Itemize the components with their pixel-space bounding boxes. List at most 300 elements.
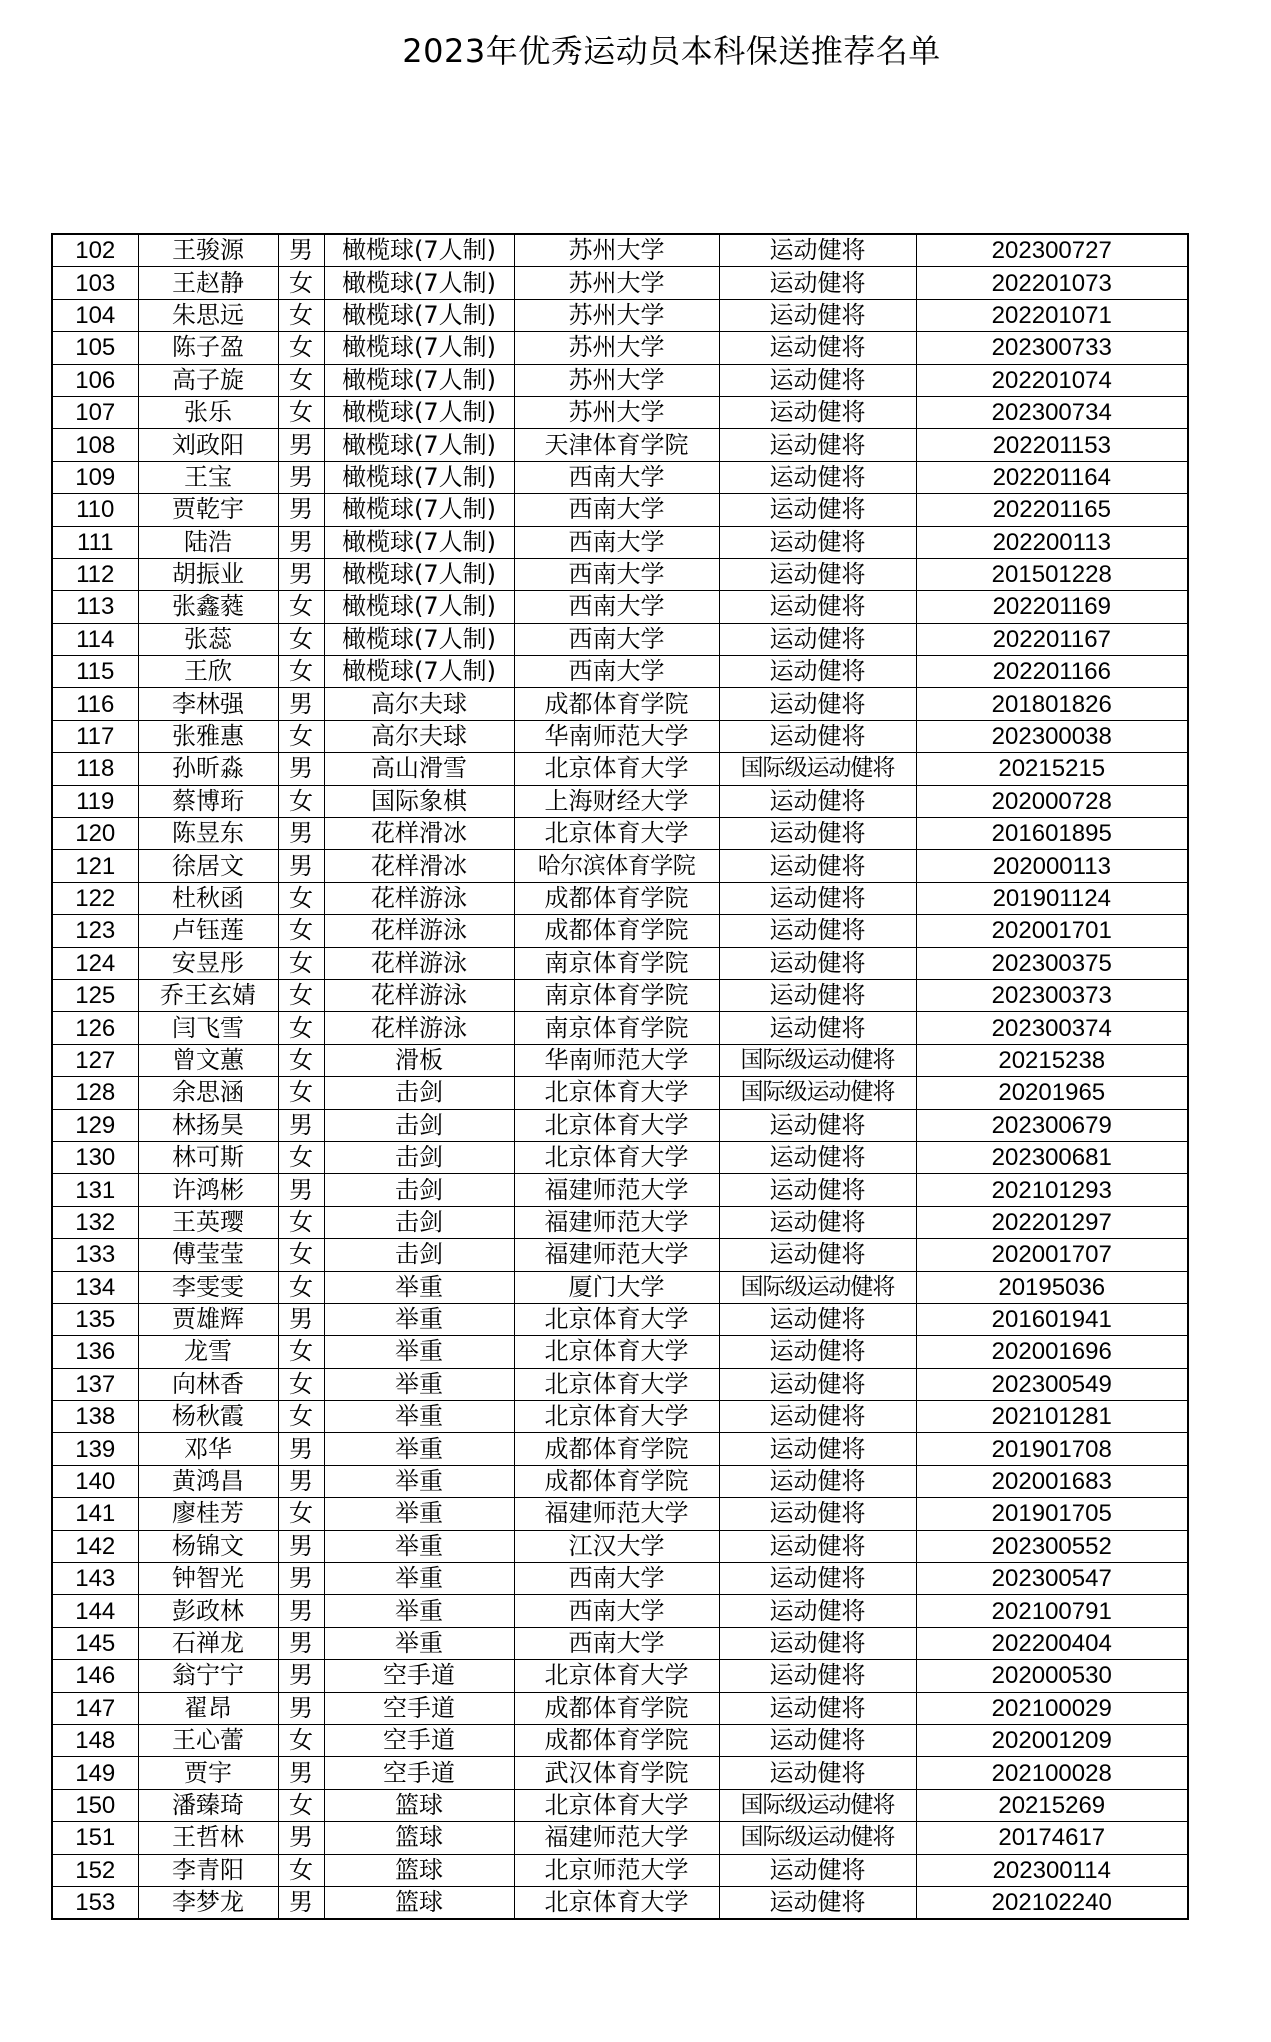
table-row xyxy=(52,526,1188,558)
university-cell: 北京体育大学 xyxy=(514,1303,719,1335)
gender-cell: 男 xyxy=(278,234,324,267)
row-number-cell: 151 xyxy=(52,1822,138,1854)
row-number-cell: 140 xyxy=(52,1465,138,1497)
gender-cell: 女 xyxy=(278,1044,324,1076)
table-row xyxy=(52,1433,1188,1465)
name-cell: 胡振业 xyxy=(138,558,278,590)
sport-cell: 空手道 xyxy=(324,1660,514,1692)
university-cell: 北京体育大学 xyxy=(514,1660,719,1692)
table-row xyxy=(52,979,1188,1011)
row-number-cell: 148 xyxy=(52,1724,138,1756)
table-row xyxy=(52,623,1188,655)
certificate-number-cell: 202201167 xyxy=(916,623,1188,655)
sport-cell: 举重 xyxy=(324,1465,514,1497)
table-row xyxy=(52,1336,1188,1368)
athlete-level-cell: 运动健将 xyxy=(719,526,916,558)
university-cell: 北京体育大学 xyxy=(514,1336,719,1368)
gender-cell: 男 xyxy=(278,494,324,526)
gender-cell: 女 xyxy=(278,882,324,914)
athlete-level-cell: 运动健将 xyxy=(719,429,916,461)
row-number-cell: 143 xyxy=(52,1563,138,1595)
athlete-level-cell: 运动健将 xyxy=(719,947,916,979)
sport-cell: 击剑 xyxy=(324,1077,514,1109)
sport-cell: 击剑 xyxy=(324,1109,514,1141)
sport-cell: 高山滑雪 xyxy=(324,753,514,785)
university-cell: 北京体育大学 xyxy=(514,1886,719,1919)
sport-cell: 花样游泳 xyxy=(324,947,514,979)
sport-cell: 橄榄球(7人制) xyxy=(324,396,514,428)
university-cell: 苏州大学 xyxy=(514,234,719,267)
sport-cell: 击剑 xyxy=(324,1141,514,1173)
certificate-number-cell: 202000113 xyxy=(916,850,1188,882)
athlete-level-cell: 运动健将 xyxy=(719,1724,916,1756)
certificate-number-cell: 202200113 xyxy=(916,526,1188,558)
name-cell: 林扬昊 xyxy=(138,1109,278,1141)
gender-cell: 女 xyxy=(278,1077,324,1109)
row-number-cell: 152 xyxy=(52,1854,138,1886)
gender-cell: 男 xyxy=(278,1595,324,1627)
sport-cell: 花样游泳 xyxy=(324,1012,514,1044)
row-number-cell: 129 xyxy=(52,1109,138,1141)
name-cell: 安昱彤 xyxy=(138,947,278,979)
page-title xyxy=(0,26,1271,72)
gender-cell: 男 xyxy=(278,753,324,785)
sport-cell: 橄榄球(7人制) xyxy=(324,234,514,267)
sport-cell: 空手道 xyxy=(324,1724,514,1756)
certificate-number-cell: 201901708 xyxy=(916,1433,1188,1465)
university-cell: 西南大学 xyxy=(514,656,719,688)
row-number-cell: 150 xyxy=(52,1789,138,1821)
table-row xyxy=(52,1563,1188,1595)
certificate-number-cell: 202001209 xyxy=(916,1724,1188,1756)
athlete-level-cell: 国际级运动健将 xyxy=(719,1077,916,1109)
name-cell: 张鑫蕤 xyxy=(138,591,278,623)
certificate-number-cell: 202201297 xyxy=(916,1206,1188,1238)
university-cell: 福建师范大学 xyxy=(514,1498,719,1530)
name-cell: 高子旋 xyxy=(138,364,278,396)
sport-cell: 举重 xyxy=(324,1595,514,1627)
university-cell: 北京体育大学 xyxy=(514,1077,719,1109)
sport-cell: 举重 xyxy=(324,1498,514,1530)
university-cell: 成都体育学院 xyxy=(514,1724,719,1756)
sport-cell: 击剑 xyxy=(324,1239,514,1271)
sport-cell: 举重 xyxy=(324,1303,514,1335)
table-row xyxy=(52,364,1188,396)
row-number-cell: 104 xyxy=(52,299,138,331)
athlete-level-cell: 运动健将 xyxy=(719,1303,916,1335)
row-number-cell: 111 xyxy=(52,526,138,558)
athlete-level-cell: 国际级运动健将 xyxy=(719,1271,916,1303)
university-cell: 苏州大学 xyxy=(514,364,719,396)
name-cell: 王哲林 xyxy=(138,1822,278,1854)
row-number-cell: 121 xyxy=(52,850,138,882)
certificate-number-cell: 201601895 xyxy=(916,818,1188,850)
name-cell: 杨秋霞 xyxy=(138,1401,278,1433)
sport-cell: 篮球 xyxy=(324,1822,514,1854)
gender-cell: 男 xyxy=(278,1692,324,1724)
university-cell: 西南大学 xyxy=(514,558,719,590)
athlete-level-cell: 运动健将 xyxy=(719,1239,916,1271)
athlete-level-cell: 运动健将 xyxy=(719,1660,916,1692)
table-row xyxy=(52,558,1188,590)
athlete-level-cell: 运动健将 xyxy=(719,979,916,1011)
athlete-level-cell: 运动健将 xyxy=(719,1109,916,1141)
name-cell: 陈子盈 xyxy=(138,332,278,364)
university-cell: 厦门大学 xyxy=(514,1271,719,1303)
name-cell: 李梦龙 xyxy=(138,1886,278,1919)
university-cell: 北京体育大学 xyxy=(514,753,719,785)
university-cell: 福建师范大学 xyxy=(514,1174,719,1206)
row-number-cell: 118 xyxy=(52,753,138,785)
university-cell: 北京体育大学 xyxy=(514,1789,719,1821)
university-cell: 北京体育大学 xyxy=(514,1109,719,1141)
name-cell: 杨锦文 xyxy=(138,1530,278,1562)
table-row xyxy=(52,1044,1188,1076)
certificate-number-cell: 202001707 xyxy=(916,1239,1188,1271)
gender-cell: 女 xyxy=(278,1498,324,1530)
sport-cell: 橄榄球(7人制) xyxy=(324,494,514,526)
university-cell: 哈尔滨体育学院 xyxy=(514,850,719,882)
name-cell: 余思涵 xyxy=(138,1077,278,1109)
row-number-cell: 134 xyxy=(52,1271,138,1303)
gender-cell: 女 xyxy=(278,1724,324,1756)
certificate-number-cell: 20174617 xyxy=(916,1822,1188,1854)
row-number-cell: 119 xyxy=(52,785,138,817)
name-cell: 王英璎 xyxy=(138,1206,278,1238)
university-cell: 江汉大学 xyxy=(514,1530,719,1562)
athlete-level-cell: 运动健将 xyxy=(719,234,916,267)
athlete-level-cell: 国际级运动健将 xyxy=(719,1789,916,1821)
table-row xyxy=(52,396,1188,428)
gender-cell: 男 xyxy=(278,1465,324,1497)
athlete-level-cell: 运动健将 xyxy=(719,1141,916,1173)
row-number-cell: 128 xyxy=(52,1077,138,1109)
row-number-cell: 135 xyxy=(52,1303,138,1335)
table-row xyxy=(52,1822,1188,1854)
certificate-number-cell: 202300549 xyxy=(916,1368,1188,1400)
athlete-level-cell: 运动健将 xyxy=(719,1757,916,1789)
table-row xyxy=(52,915,1188,947)
gender-cell: 女 xyxy=(278,332,324,364)
sport-cell: 橄榄球(7人制) xyxy=(324,364,514,396)
name-cell: 陆浩 xyxy=(138,526,278,558)
name-cell: 潘臻琦 xyxy=(138,1789,278,1821)
name-cell: 卢钰莲 xyxy=(138,915,278,947)
name-cell: 曾文蕙 xyxy=(138,1044,278,1076)
university-cell: 南京体育学院 xyxy=(514,979,719,1011)
athlete-level-cell: 运动健将 xyxy=(719,267,916,299)
name-cell: 许鸿彬 xyxy=(138,1174,278,1206)
row-number-cell: 117 xyxy=(52,720,138,752)
gender-cell: 女 xyxy=(278,1271,324,1303)
row-number-cell: 123 xyxy=(52,915,138,947)
row-number-cell: 106 xyxy=(52,364,138,396)
name-cell: 王赵静 xyxy=(138,267,278,299)
gender-cell: 男 xyxy=(278,850,324,882)
certificate-number-cell: 202300552 xyxy=(916,1530,1188,1562)
gender-cell: 男 xyxy=(278,461,324,493)
page-title-text: 2023年优秀运动员本科保送推荐名单 xyxy=(402,32,941,70)
gender-cell: 男 xyxy=(278,688,324,720)
name-cell: 蔡博珩 xyxy=(138,785,278,817)
certificate-number-cell: 202201165 xyxy=(916,494,1188,526)
table-row xyxy=(52,1789,1188,1821)
university-cell: 成都体育学院 xyxy=(514,1465,719,1497)
university-cell: 成都体育学院 xyxy=(514,688,719,720)
table-row xyxy=(52,656,1188,688)
row-number-cell: 133 xyxy=(52,1239,138,1271)
certificate-number-cell: 20215238 xyxy=(916,1044,1188,1076)
certificate-number-cell: 202000530 xyxy=(916,1660,1188,1692)
university-cell: 华南师范大学 xyxy=(514,1044,719,1076)
gender-cell: 女 xyxy=(278,1206,324,1238)
sport-cell: 花样游泳 xyxy=(324,979,514,1011)
sport-cell: 举重 xyxy=(324,1271,514,1303)
gender-cell: 女 xyxy=(278,623,324,655)
name-cell: 钟智光 xyxy=(138,1563,278,1595)
table-row xyxy=(52,1692,1188,1724)
athlete-level-cell: 国际级运动健将 xyxy=(719,753,916,785)
row-number-cell: 105 xyxy=(52,332,138,364)
university-cell: 成都体育学院 xyxy=(514,1692,719,1724)
gender-cell: 女 xyxy=(278,1239,324,1271)
certificate-number-cell: 202300038 xyxy=(916,720,1188,752)
row-number-cell: 132 xyxy=(52,1206,138,1238)
sport-cell: 橄榄球(7人制) xyxy=(324,591,514,623)
certificate-number-cell: 202300375 xyxy=(916,947,1188,979)
athlete-level-cell: 国际级运动健将 xyxy=(719,1044,916,1076)
sport-cell: 举重 xyxy=(324,1401,514,1433)
athlete-level-cell: 运动健将 xyxy=(719,1595,916,1627)
gender-cell: 男 xyxy=(278,1627,324,1659)
certificate-number-cell: 202300114 xyxy=(916,1854,1188,1886)
gender-cell: 男 xyxy=(278,1660,324,1692)
university-cell: 苏州大学 xyxy=(514,332,719,364)
row-number-cell: 130 xyxy=(52,1141,138,1173)
sport-cell: 举重 xyxy=(324,1530,514,1562)
athlete-level-cell: 运动健将 xyxy=(719,591,916,623)
athlete-level-cell: 运动健将 xyxy=(719,1886,916,1919)
name-cell: 黄鸿昌 xyxy=(138,1465,278,1497)
sport-cell: 花样滑冰 xyxy=(324,850,514,882)
row-number-cell: 108 xyxy=(52,429,138,461)
table-row xyxy=(52,267,1188,299)
university-cell: 成都体育学院 xyxy=(514,882,719,914)
certificate-number-cell: 202200404 xyxy=(916,1627,1188,1659)
table-row xyxy=(52,429,1188,461)
certificate-number-cell: 202201166 xyxy=(916,656,1188,688)
sport-cell: 花样滑冰 xyxy=(324,818,514,850)
row-number-cell: 110 xyxy=(52,494,138,526)
university-cell: 武汉体育学院 xyxy=(514,1757,719,1789)
name-cell: 林可斯 xyxy=(138,1141,278,1173)
table-row xyxy=(52,461,1188,493)
name-cell: 张蕊 xyxy=(138,623,278,655)
table-row xyxy=(52,1271,1188,1303)
athlete-level-cell: 运动健将 xyxy=(719,494,916,526)
university-cell: 华南师范大学 xyxy=(514,720,719,752)
sport-cell: 橄榄球(7人制) xyxy=(324,558,514,590)
name-cell: 王宝 xyxy=(138,461,278,493)
athlete-level-cell: 运动健将 xyxy=(719,364,916,396)
name-cell: 杜秋函 xyxy=(138,882,278,914)
table-row xyxy=(52,720,1188,752)
sport-cell: 篮球 xyxy=(324,1854,514,1886)
table-row xyxy=(52,1303,1188,1335)
certificate-number-cell: 202001701 xyxy=(916,915,1188,947)
athlete-level-cell: 运动健将 xyxy=(719,1012,916,1044)
university-cell: 北京体育大学 xyxy=(514,818,719,850)
certificate-number-cell: 202100791 xyxy=(916,1595,1188,1627)
gender-cell: 女 xyxy=(278,396,324,428)
name-cell: 向林香 xyxy=(138,1368,278,1400)
table-row xyxy=(52,1012,1188,1044)
sport-cell: 国际象棋 xyxy=(324,785,514,817)
table-row xyxy=(52,1724,1188,1756)
name-cell: 贾乾宇 xyxy=(138,494,278,526)
table-row xyxy=(52,1660,1188,1692)
athlete-level-cell: 运动健将 xyxy=(719,1498,916,1530)
certificate-number-cell: 201801826 xyxy=(916,688,1188,720)
name-cell: 翁宁宁 xyxy=(138,1660,278,1692)
table-row xyxy=(52,818,1188,850)
certificate-number-cell: 20215215 xyxy=(916,753,1188,785)
athlete-level-cell: 运动健将 xyxy=(719,1368,916,1400)
table-row xyxy=(52,1757,1188,1789)
gender-cell: 女 xyxy=(278,1401,324,1433)
certificate-number-cell: 20195036 xyxy=(916,1271,1188,1303)
gender-cell: 男 xyxy=(278,1433,324,1465)
table-row xyxy=(52,1206,1188,1238)
certificate-number-cell: 202300681 xyxy=(916,1141,1188,1173)
university-cell: 苏州大学 xyxy=(514,396,719,428)
certificate-number-cell: 202201073 xyxy=(916,267,1188,299)
athlete-level-cell: 运动健将 xyxy=(719,1627,916,1659)
table-body xyxy=(52,234,1188,1919)
row-number-cell: 126 xyxy=(52,1012,138,1044)
name-cell: 刘政阳 xyxy=(138,429,278,461)
row-number-cell: 107 xyxy=(52,396,138,428)
table-row xyxy=(52,882,1188,914)
row-number-cell: 144 xyxy=(52,1595,138,1627)
certificate-number-cell: 202100029 xyxy=(916,1692,1188,1724)
table-row xyxy=(52,494,1188,526)
certificate-number-cell: 20201965 xyxy=(916,1077,1188,1109)
sport-cell: 花样游泳 xyxy=(324,882,514,914)
row-number-cell: 114 xyxy=(52,623,138,655)
table-row xyxy=(52,591,1188,623)
table-row xyxy=(52,299,1188,331)
name-cell: 闫飞雪 xyxy=(138,1012,278,1044)
gender-cell: 男 xyxy=(278,1174,324,1206)
certificate-number-cell: 202000728 xyxy=(916,785,1188,817)
sport-cell: 橄榄球(7人制) xyxy=(324,429,514,461)
certificate-number-cell: 202300547 xyxy=(916,1563,1188,1595)
table-row xyxy=(52,1627,1188,1659)
university-cell: 福建师范大学 xyxy=(514,1239,719,1271)
athlete-level-cell: 运动健将 xyxy=(719,915,916,947)
gender-cell: 女 xyxy=(278,720,324,752)
university-cell: 福建师范大学 xyxy=(514,1822,719,1854)
row-number-cell: 149 xyxy=(52,1757,138,1789)
university-cell: 西南大学 xyxy=(514,1563,719,1595)
table-row xyxy=(52,1530,1188,1562)
table-row xyxy=(52,1077,1188,1109)
sport-cell: 橄榄球(7人制) xyxy=(324,656,514,688)
sport-cell: 橄榄球(7人制) xyxy=(324,267,514,299)
university-cell: 南京体育学院 xyxy=(514,1012,719,1044)
row-number-cell: 103 xyxy=(52,267,138,299)
certificate-number-cell: 201501228 xyxy=(916,558,1188,590)
gender-cell: 女 xyxy=(278,1141,324,1173)
gender-cell: 女 xyxy=(278,947,324,979)
name-cell: 石禅龙 xyxy=(138,1627,278,1659)
athlete-level-cell: 运动健将 xyxy=(719,688,916,720)
athlete-level-cell: 运动健将 xyxy=(719,1563,916,1595)
certificate-number-cell: 202001683 xyxy=(916,1465,1188,1497)
certificate-number-cell: 202300733 xyxy=(916,332,1188,364)
name-cell: 孙昕淼 xyxy=(138,753,278,785)
athlete-level-cell: 运动健将 xyxy=(719,850,916,882)
athlete-level-cell: 运动健将 xyxy=(719,1692,916,1724)
row-number-cell: 122 xyxy=(52,882,138,914)
sport-cell: 举重 xyxy=(324,1627,514,1659)
name-cell: 徐居文 xyxy=(138,850,278,882)
table-row xyxy=(52,947,1188,979)
athlete-level-cell: 运动健将 xyxy=(719,299,916,331)
university-cell: 西南大学 xyxy=(514,494,719,526)
name-cell: 李青阳 xyxy=(138,1854,278,1886)
name-cell: 张乐 xyxy=(138,396,278,428)
certificate-number-cell: 202300734 xyxy=(916,396,1188,428)
row-number-cell: 124 xyxy=(52,947,138,979)
university-cell: 西南大学 xyxy=(514,1627,719,1659)
sport-cell: 举重 xyxy=(324,1563,514,1595)
sport-cell: 橄榄球(7人制) xyxy=(324,623,514,655)
name-cell: 王骏源 xyxy=(138,234,278,267)
certificate-number-cell: 202300374 xyxy=(916,1012,1188,1044)
table-row xyxy=(52,1174,1188,1206)
gender-cell: 男 xyxy=(278,558,324,590)
name-cell: 翟昂 xyxy=(138,1692,278,1724)
sport-cell: 滑板 xyxy=(324,1044,514,1076)
sport-cell: 高尔夫球 xyxy=(324,688,514,720)
certificate-number-cell: 202300727 xyxy=(916,234,1188,267)
table-row xyxy=(52,234,1188,267)
row-number-cell: 120 xyxy=(52,818,138,850)
row-number-cell: 109 xyxy=(52,461,138,493)
gender-cell: 男 xyxy=(278,1530,324,1562)
certificate-number-cell: 201601941 xyxy=(916,1303,1188,1335)
row-number-cell: 146 xyxy=(52,1660,138,1692)
table-row xyxy=(52,850,1188,882)
university-cell: 成都体育学院 xyxy=(514,915,719,947)
sport-cell: 举重 xyxy=(324,1368,514,1400)
gender-cell: 男 xyxy=(278,429,324,461)
certificate-number-cell: 202201071 xyxy=(916,299,1188,331)
athlete-level-cell: 运动健将 xyxy=(719,720,916,752)
name-cell: 李林强 xyxy=(138,688,278,720)
row-number-cell: 102 xyxy=(52,234,138,267)
certificate-number-cell: 20215269 xyxy=(916,1789,1188,1821)
row-number-cell: 137 xyxy=(52,1368,138,1400)
certificate-number-cell: 201901124 xyxy=(916,882,1188,914)
name-cell: 朱思远 xyxy=(138,299,278,331)
athlete-level-cell: 运动健将 xyxy=(719,1530,916,1562)
sport-cell: 举重 xyxy=(324,1336,514,1368)
table-row xyxy=(52,1854,1188,1886)
gender-cell: 女 xyxy=(278,785,324,817)
